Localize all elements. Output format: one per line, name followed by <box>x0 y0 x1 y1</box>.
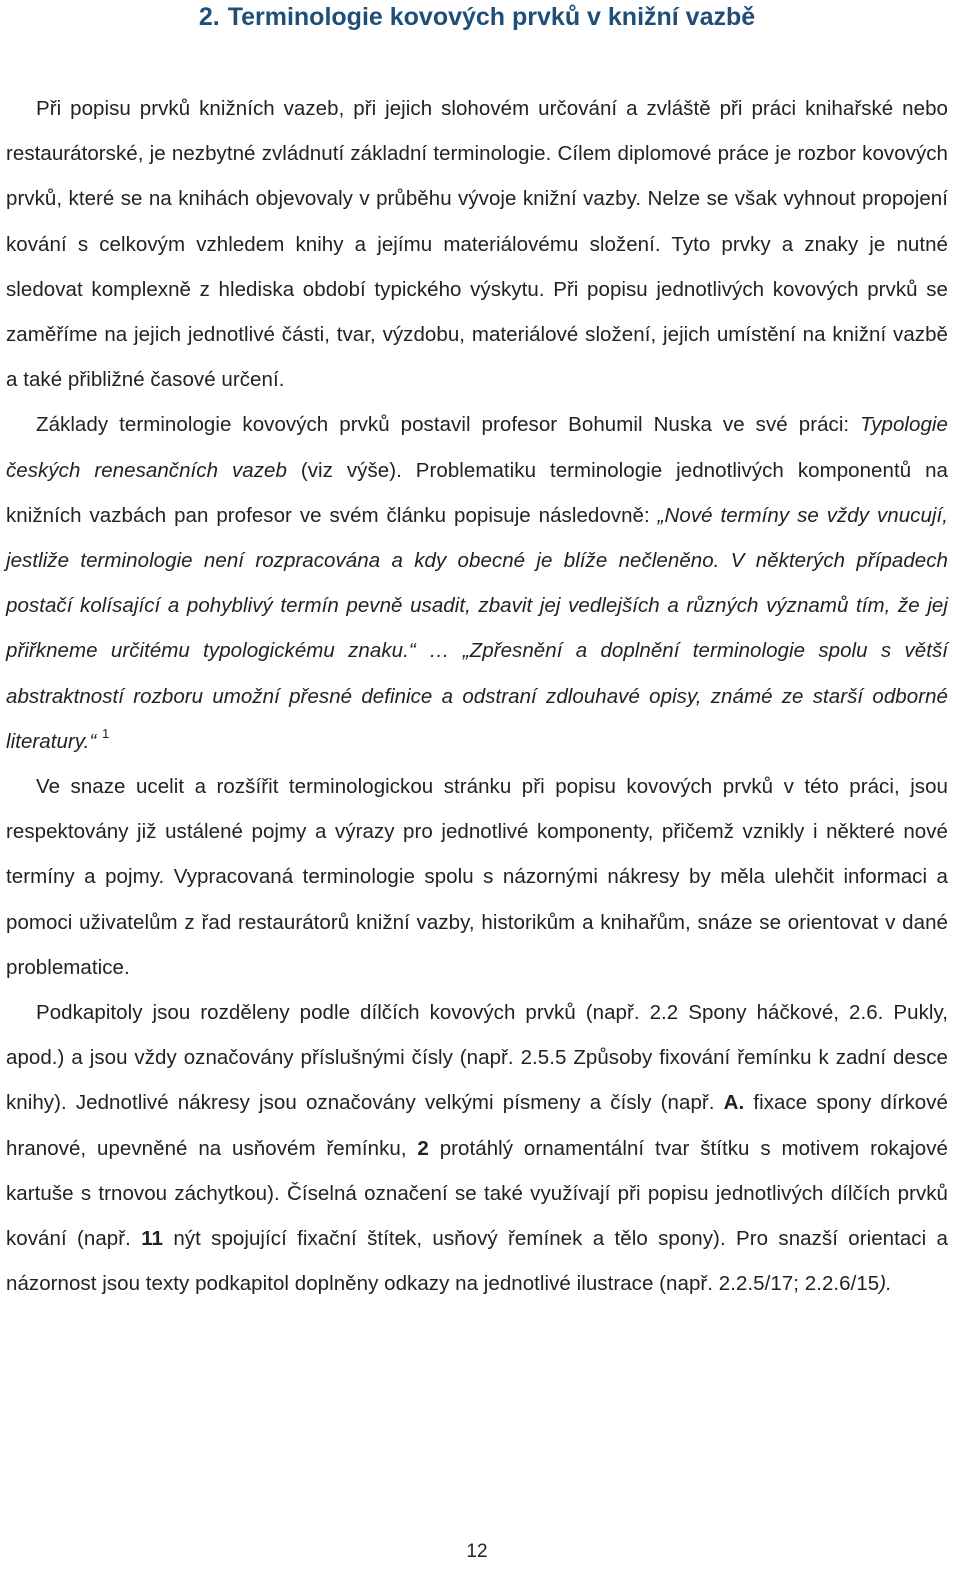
paragraph-nuska <box>6 402 948 764</box>
paragraph-subchapters <box>6 990 948 1306</box>
book-title-italic: Typologie českých renesančních vazeb <box>6 413 948 482</box>
label-11-bold: 11 <box>141 1227 163 1251</box>
paragraph-subchapters-end-italic: ). <box>879 1272 892 1296</box>
paragraph-nuska-text-2: (viz výše). Problematiku terminologie jednotlivých komponentů na knižních vazbách pan profesor ve svém článku popisuje následovně: <box>6 458 948 527</box>
paragraph-terminology-text: Ve snaze ucelit a rozšířit terminologickou stránku při popisu kovových prvků v této práci, jsou respektovány již ustálené pojmy a výrazy pro jednotlivé komponenty, přičemž vznikly i některé nové termíny a pojmy. Vypracovaná terminologie spolu s názornými nákresy by měla ulehčit informaci a pomoci uživatelům z řad restaurátorů knižní vazby, historikům a knihařům, snáze se orientovat v dané problematice. <box>6 775 948 979</box>
paragraph-terminology <box>6 764 948 990</box>
nuska-quote: „Nové termíny se vždy vnucují, jestliže terminologie není rozpracována a kdy obecné je blíže nečleněno. V některých případech postačí kolísající a pohyblivý termín pevně usadit, zbavit jej vedlejších a různých významů tím, že jej přiřkneme určitému typologickému znaku.“ … „Zpřesnění a doplnění terminologie spolu s větší abstraktností rozboru umožní přesné definice a odstraní zdlouhavé opisy, známé ze starší odborné literatury.“ <box>6 503 949 753</box>
page-number: 12 <box>466 1541 488 1562</box>
label-a-bold: A. <box>723 1091 745 1115</box>
paragraph-subchapters-text-4: nýt spojující fixační štítek, usňový řemínek a tělo spony). Pro snazší orientaci a názornost jsou texty podkapitol doplněny odkazy na jednotlivé ilustrace (např. 2.2.5/17; 2.2.6/15 <box>6 1227 948 1296</box>
label-2-bold: 2 <box>417 1136 429 1160</box>
paragraph-nuska-text-1: Základy terminologie kovových prvků postavil profesor Bohumil Nuska ve své práci: <box>36 413 861 437</box>
paragraph-intro-text: Při popisu prvků knižních vazeb, při jejich slohovém určování a zvláště při práci knihařské nebo restaurátorské, je nezbytné zvládnutí základní terminologie. Cílem diplomové práce je rozbor kovových prvků, které se na knihách objevovaly v průběhu vývoje knižní vazby. Nelze se však vyhnout propojení kování s celkovým vzhledem knihy a jejímu materiálovému složení. Tyto prvky a znaky je nutné sledovat komplexně z hlediska období typického výskytu. Při popisu jednotlivých kovových prvků se zaměříme na jejich jednotlivé části, tvar, výzdobu, materiálové složení, jejich umístění na knižní vazbě a také přibližné časové určení. <box>6 97 948 392</box>
chapter-title: Terminologie kovových prvků v knižní vazbě <box>227 3 756 31</box>
paragraph-intro <box>6 86 948 402</box>
chapter-heading <box>6 0 948 32</box>
body-text <box>6 86 948 1306</box>
chapter-number: 2. <box>198 3 220 31</box>
footnote-marker[interactable]: 1 <box>101 726 110 742</box>
paragraph-subchapters-text-2: fixace spony dírkové hranové, upevněné na usňovém řemínku, <box>6 1091 948 1160</box>
paragraph-subchapters-text-1: Podkapitoly jsou rozděleny podle dílčích kovových prvků (např. 2.2 Spony háčkové, 2.6. Pukly, apod.) a jsou vždy označovány příslušnými čísly (např. 2.5.5 Způsoby fixování řemínku k zadní desce knihy). Jednotlivé nákresy jsou označovány velkými písmeny a čísly (např. <box>6 1001 948 1115</box>
paragraph-subchapters-text-3: protáhlý ornamentální tvar štítku s motivem rokajové kartuše s trnovou záchytkou). Číselná označení se také využívají při popisu jednotlivých dílčích prvků kování (např. <box>6 1136 948 1251</box>
document-page <box>6 0 948 1583</box>
